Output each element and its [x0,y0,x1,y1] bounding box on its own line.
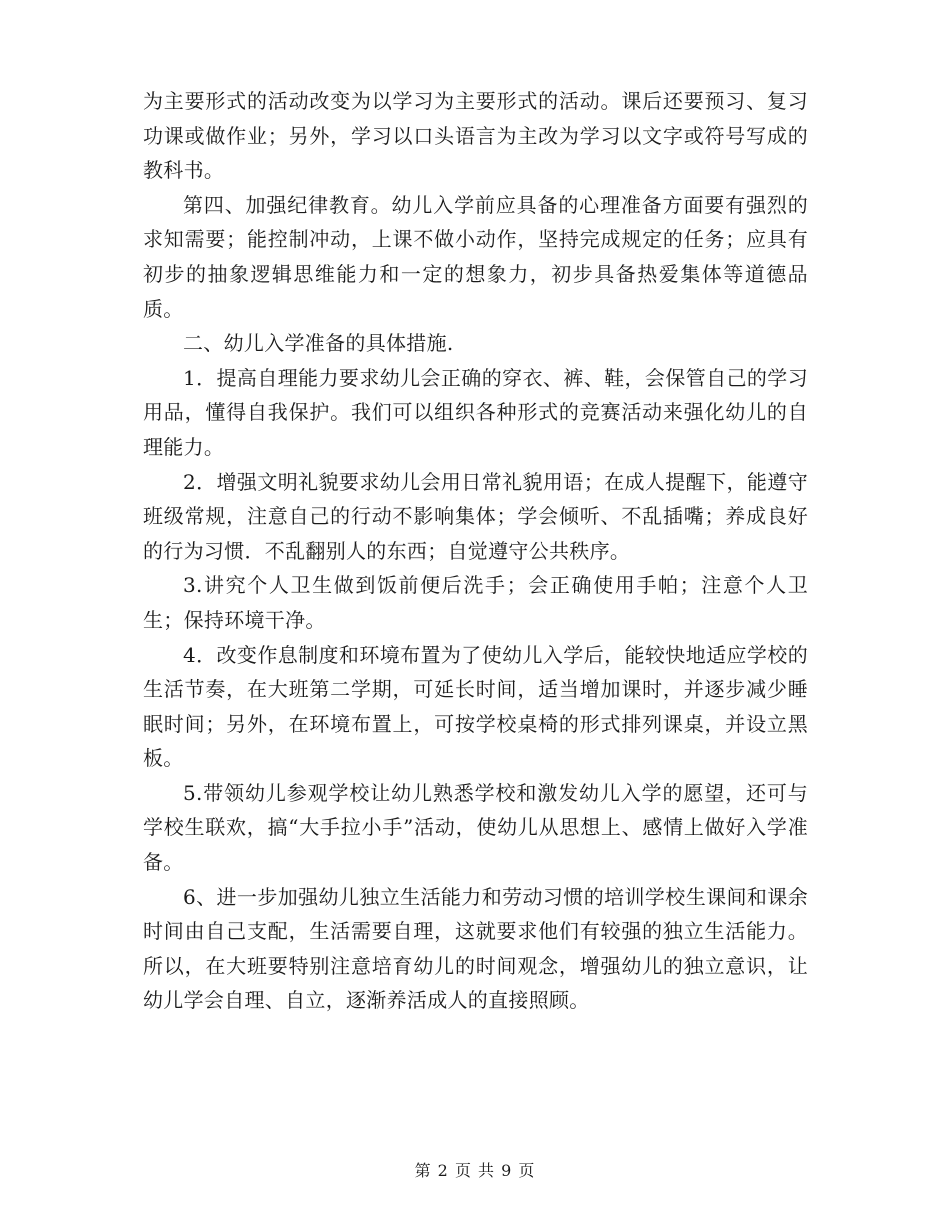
page-footer [0,1158,950,1181]
page-number: 第 2 页 共 9 页 [414,1161,536,1180]
paragraph-item-1: 1．提高自理能力要求幼儿会正确的穿衣、裤、鞋，会保管自己的学习用品，懂得自我保护。我们可以组织各种形式的竞赛活动来强化幼儿的自理能力。 [143,365,808,459]
paragraph-item-4: 4．改变作息制度和环境布置为了使幼儿入学后，能较快地适应学校的生活节奏，在大班第二学期，可延长时间，适当增加课时，并逐步减少睡眠时间；另外，在环境布置上，可按学校桌椅的形式排列课桌，并设立黑板。 [143,642,808,771]
paragraph-item-3: 3.讲究个人卫生做到饭前便后洗手；会正确使用手帕；注意个人卫生；保持环境干净。 [143,573,808,632]
document-body [143,84,808,1018]
paragraph-item-2: 2．增强文明礼貌要求幼儿会用日常礼貌用语；在成人提醒下，能遵守班级常规，注意自己的行动不影响集体；学会倾听、不乱插嘴；养成良好的行为习惯．不乱翻别人的东西；自觉遵守公共秩序。 [143,469,808,563]
paragraph-discipline-education: 第四、加强纪律教育。幼儿入学前应具备的心理准备方面要有强烈的求知需要；能控制冲动，上课不做小动作，坚持完成规定的任务；应具有初步的抽象逻辑思维能力和一定的想象力，初步具备热爱集体等道德品质。 [143,192,808,321]
paragraph-item-5: 5.带领幼儿参观学校让幼儿熟悉学校和激发幼儿入学的愿望，还可与学校生联欢，搞“大手拉小手”活动，使幼儿从思想上、感情上做好入学准备。 [143,780,808,875]
paragraph-item-6: 6、进一步加强幼儿独立生活能力和劳动习惯的培训学校生课间和课余时间由自己支配，生活需要自理，这就要求他们有较强的独立生活能力。所以，在大班要特别注意培育幼儿的时间观念，增强幼儿的独立意识，让幼儿学会自理、自立，逐渐养活成人的直接照顾。 [143,884,808,1013]
section-heading-measures: 二、幼儿入学准备的具体措施. [183,331,454,356]
paragraph-continued: 为主要形式的活动改变为以学习为主要形式的活动。课后还要预习、复习功课或做作业；另外，学习以口头语言为主改为学习以文字或符号写成的教科书。 [143,89,808,183]
